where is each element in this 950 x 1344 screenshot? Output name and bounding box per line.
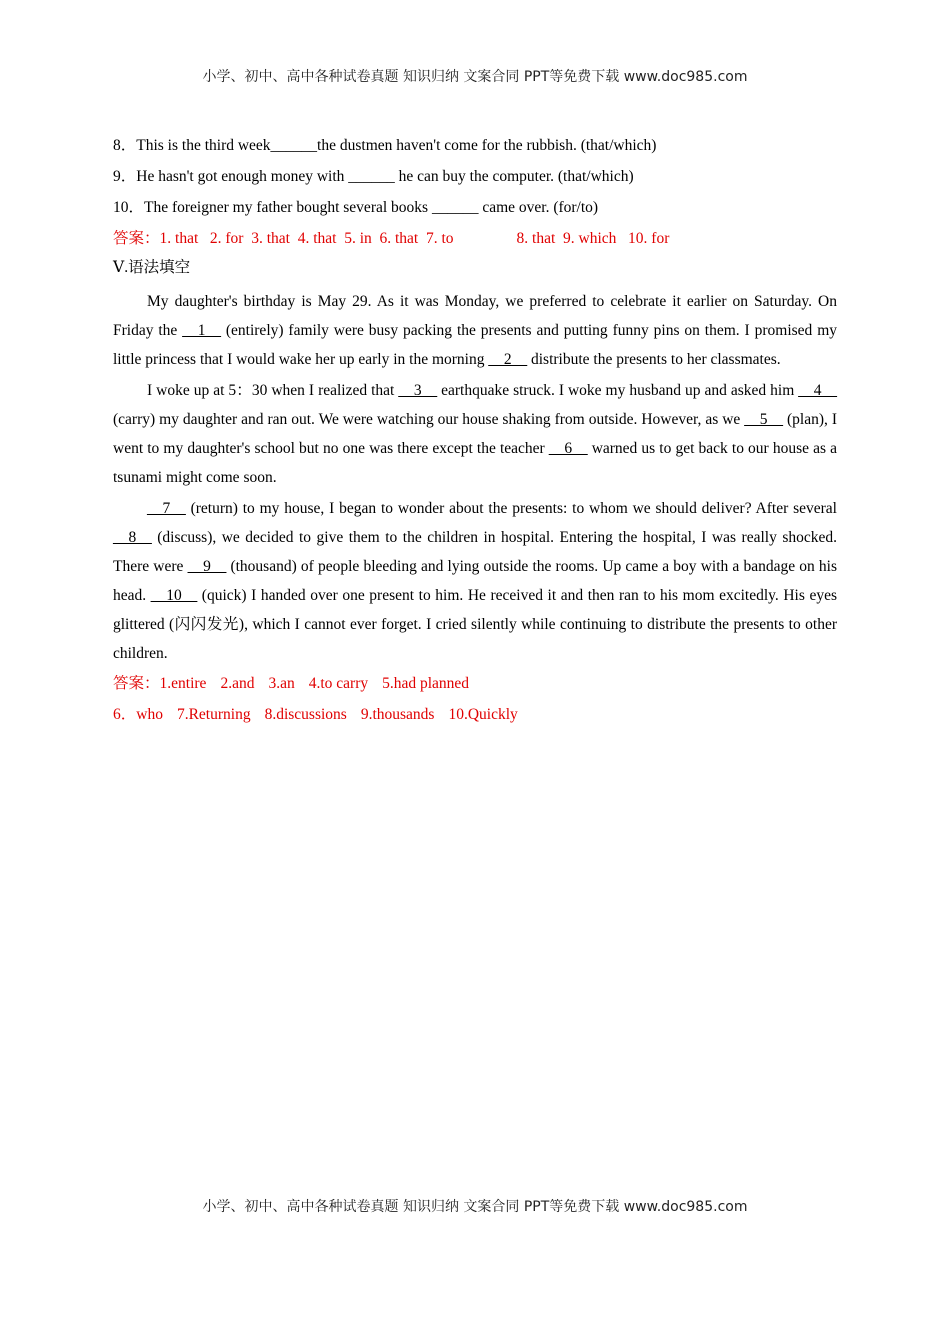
answer-key-1 [113, 226, 837, 257]
answer-item: 3.an [268, 675, 295, 692]
answer-item: 2.and [220, 675, 255, 692]
answer-key-2-row-2 [113, 702, 837, 733]
answer-item: 9.thousands [360, 706, 435, 723]
answer-item: 4.to carry [308, 675, 369, 692]
section-title: Ⅴ.语法填空 [113, 259, 191, 276]
blank-1: __1__ [182, 322, 221, 339]
blank-4: __4__ [798, 382, 837, 399]
answer-item: 1.entire [159, 675, 207, 692]
answer-item: 8.discussions [264, 706, 347, 723]
question-9: 9．He hasn't got enough money with ______ he can buy the computer. (that/which) [113, 168, 634, 185]
blank-10: __10__ [150, 587, 198, 604]
answer-key-2-row-1 [113, 671, 837, 702]
passage-text: (thousand) of people bleeding and lying outside the rooms. Up came a boy with a bandage on his head. [113, 558, 837, 604]
question-10: 10．The foreigner my father bought several books ______ came over. (for/to) [113, 199, 599, 216]
passage-text: My daughter's birthday is May 29. As it was Monday, we preferred to celebrate it earlier on Saturday. On Friday the [113, 293, 837, 339]
passage-text: (entirely) family were busy packing the presents and putting funny pins on them. I promised my little princess that I would wake her up early in the morning [113, 322, 838, 368]
answer-key-1-part1: 1. that 2. for 3. that 4. that 5. in 6. that 7. to [159, 230, 454, 247]
answer-label: 答案： [113, 675, 160, 692]
passage-text: (discuss), we decided to give them to the children in hospital. Entering the hospital, I was really shocked. There were [113, 529, 837, 575]
passage-paragraph-3 [113, 494, 837, 668]
blank-2: __2__ [488, 351, 528, 368]
blank-9: __9__ [187, 558, 227, 575]
header-banner: 小学、初中、高中各种试卷真题 知识归纳 文案合同 PPT等免费下载 www.doc985.com [202, 69, 748, 85]
blank-6: __6__ [548, 440, 588, 457]
blank-7: __7__ [147, 500, 186, 517]
answer-item: 7.Returning [176, 706, 251, 723]
question-8: 8．This is the third week______the dustmen haven't come for the rubbish. (that/which) [113, 137, 657, 154]
answer-key-1-part2: 8. that 9. which 10. for [516, 230, 670, 247]
blank-3: __3__ [398, 382, 438, 399]
footer-banner: 小学、初中、高中各种试卷真题 知识归纳 文案合同 PPT等免费下载 www.doc985.com [202, 1199, 748, 1215]
answer-item: 5.had planned [382, 675, 470, 692]
passage-text: I woke up at 5：30 when I realized that [147, 382, 399, 399]
passage-text: (plan), I went to my daughter's school but no one was there except the teacher [113, 411, 838, 457]
answer-label: 答案： [113, 230, 160, 247]
document-content [113, 133, 837, 733]
passage-paragraph-2 [113, 376, 837, 492]
passage-text: distribute the presents to her classmates. [527, 351, 781, 368]
blank-5: __5__ [744, 411, 784, 428]
answer-item: 10.Quickly [448, 706, 518, 723]
blank-8: __8__ [113, 529, 152, 546]
passage-paragraph-1 [113, 287, 837, 374]
answer-item: 6．who [113, 706, 163, 723]
passage-text: (quick) I handed over one present to him. He received it and then ran to his mom excitedly. His eyes glittered (闪闪发光), which I cannot ever forget. I cried silently while continuing to distribute the presents to other children. [113, 587, 837, 662]
passage-text: earthquake struck. I woke my husband up and asked him [437, 382, 799, 399]
passage-text: warned us to get back to our house as a tsunami might come soon. [113, 440, 837, 486]
passage-text: (carry) my daughter and ran out. We were watching our house shaking from outside. However, as we [113, 411, 745, 428]
passage-text: (return) to my house, I began to wonder about the presents: to whom we should deliver? After several [185, 500, 837, 517]
